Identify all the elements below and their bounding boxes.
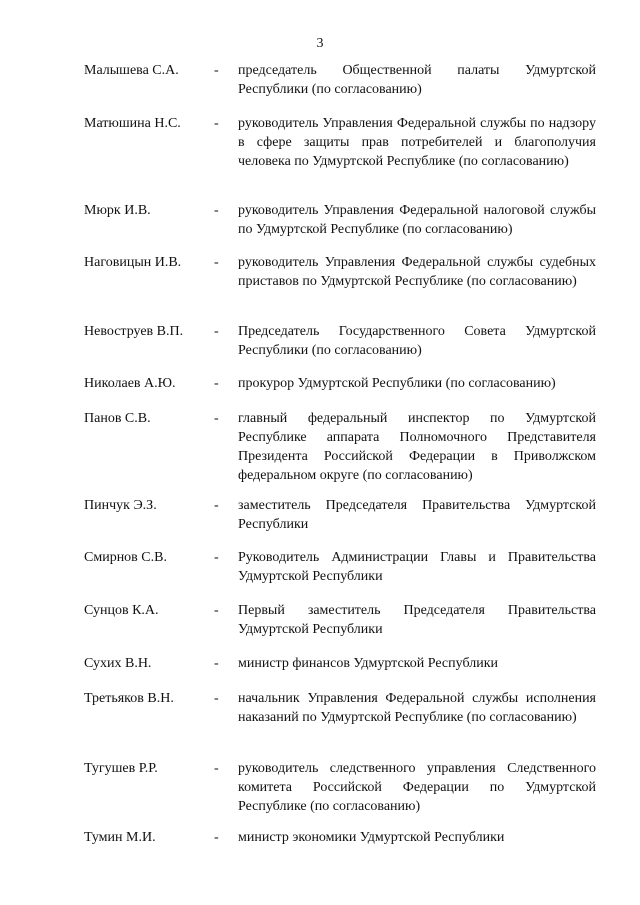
member-name: Николаев А.Ю. [84, 376, 176, 391]
member-name: Наговицын И.В. [84, 255, 182, 270]
member-name: Третьяков В.Н. [84, 691, 174, 706]
member-name: Пинчук Э.З. [84, 498, 157, 513]
page-number: 3 [316, 36, 324, 51]
member-name: Сухих В.Н. [84, 656, 152, 671]
separator-dash: - [214, 656, 219, 671]
separator-dash: - [214, 116, 219, 131]
member-role: руководитель Управления Федеральной службы судебных приставов по Удмуртской Республике (по согласованию) [238, 255, 596, 289]
separator-dash: - [214, 63, 219, 78]
separator-dash: - [214, 498, 219, 513]
member-role: главный федеральный инспектор по Удмуртской Республике аппарата Полномочного Представителя Президента Российской Федерации в Приволжском федеральном округе (по согласованию) [238, 411, 596, 483]
member-name: Малышева С.А. [84, 63, 179, 78]
separator-dash: - [214, 376, 219, 391]
member-role: Руководитель Администрации Главы и Правительства Удмуртской Республики [238, 550, 596, 584]
separator-dash: - [214, 550, 219, 565]
member-role: руководитель Управления Федеральной налоговой службы по Удмуртской Республике (по согласованию) [238, 203, 596, 237]
separator-dash: - [214, 411, 219, 426]
separator-dash: - [214, 830, 219, 845]
separator-dash: - [214, 324, 219, 339]
member-name: Смирнов С.В. [84, 550, 167, 565]
member-role: руководитель следственного управления Следственного комитета Российской Федерации по Удмуртской Республике (по согласованию) [238, 761, 596, 814]
separator-dash: - [214, 761, 219, 776]
member-role: министр финансов Удмуртской Республики [238, 656, 498, 671]
member-name: Тугушев Р.Р. [84, 761, 158, 776]
separator-dash: - [214, 603, 219, 618]
member-role: Первый заместитель Председателя Правительства Удмуртской Республики [238, 603, 596, 637]
member-role: министр экономики Удмуртской Республики [238, 830, 505, 845]
member-name: Мюрк И.В. [84, 203, 151, 218]
separator-dash: - [214, 691, 219, 706]
member-role: председатель Общественной палаты Удмуртской Республики (по согласованию) [238, 63, 596, 97]
separator-dash: - [214, 255, 219, 270]
member-name: Панов С.В. [84, 411, 151, 426]
member-role: начальник Управления Федеральной службы исполнения наказаний по Удмуртской Республике (по согласованию) [238, 691, 596, 725]
member-name: Сунцов К.А. [84, 603, 159, 618]
member-role: заместитель Председателя Правительства Удмуртской Республики [238, 498, 596, 532]
member-name: Матюшина Н.С. [84, 116, 181, 131]
separator-dash: - [214, 203, 219, 218]
member-role: Председатель Государственного Совета Удмуртской Республики (по согласованию) [238, 324, 596, 358]
member-role: прокурор Удмуртской Республики (по согласованию) [238, 376, 556, 391]
member-role: руководитель Управления Федеральной службы по надзору в сфере защиты прав потребителей и благополучия человека по Удмуртской Республике (по согласованию) [238, 116, 596, 169]
member-name: Невоструев В.П. [84, 324, 184, 339]
member-name: Тумин М.И. [84, 830, 156, 845]
